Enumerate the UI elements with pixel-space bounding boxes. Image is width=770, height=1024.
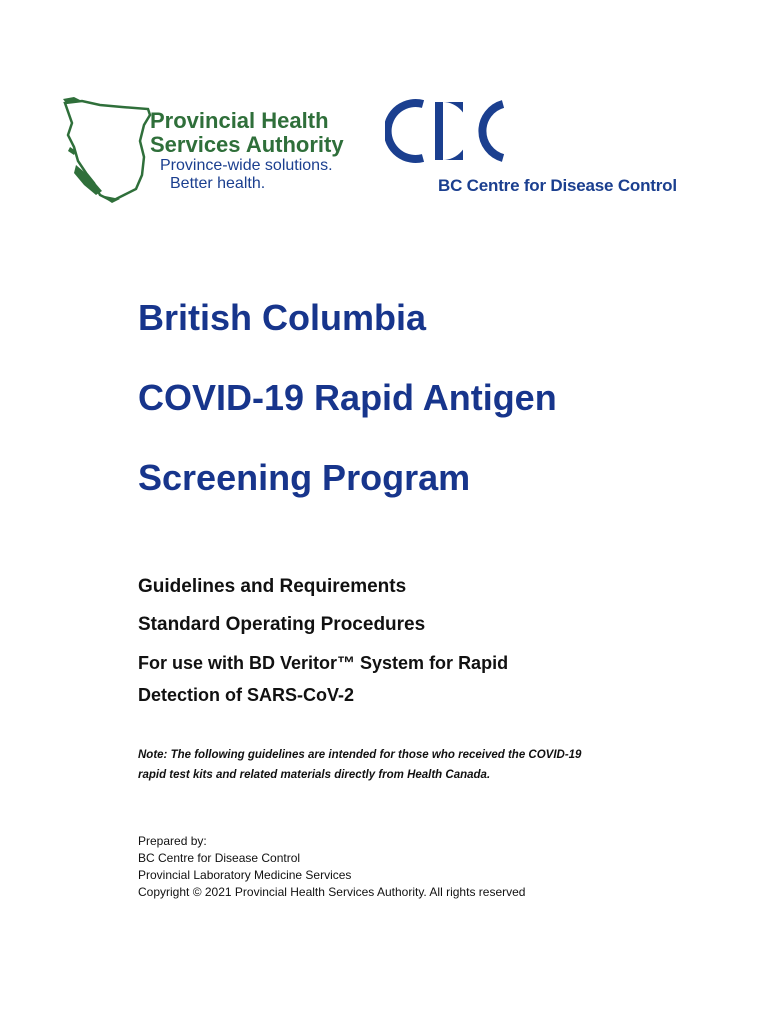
subtitles bbox=[138, 575, 738, 711]
prepared-label: Prepared by: bbox=[138, 834, 207, 848]
pha-tagline-line2: Better health. bbox=[170, 175, 266, 192]
title-line-2: COVID-19 Rapid Antigen bbox=[138, 377, 557, 418]
subtitle-use-line2: Detection of SARS-CoV-2 bbox=[138, 685, 355, 705]
document-title bbox=[138, 298, 738, 538]
pha-name-line1: Provincial Health bbox=[150, 108, 329, 133]
prepared-by bbox=[138, 833, 698, 901]
note-line2: rapid test kits and related materials directly from Health Canada. bbox=[138, 769, 491, 781]
note bbox=[138, 745, 658, 785]
title-line-3: Screening Program bbox=[138, 457, 471, 498]
pha-text bbox=[150, 109, 344, 193]
title-line-1: British Columbia bbox=[138, 297, 427, 338]
prepared-org1: BC Centre for Disease Control bbox=[138, 851, 301, 865]
pha-logo bbox=[60, 95, 380, 205]
subtitle-guidelines: Guidelines and Requirements bbox=[138, 576, 407, 597]
pha-tagline-line1: Province-wide solutions. bbox=[160, 157, 333, 174]
prepared-org2: Provincial Laboratory Medicine Services bbox=[138, 868, 352, 882]
subtitle-use-line1: For use with BD Veritor™ System for Rapid bbox=[138, 653, 509, 673]
cdc-monogram-icon bbox=[385, 96, 510, 166]
bc-map-icon bbox=[60, 95, 155, 205]
logo-row bbox=[0, 0, 770, 230]
copyright: Copyright © 2021 Provincial Health Services Authority. All rights reserved bbox=[138, 885, 526, 899]
bccdc-logo bbox=[385, 96, 705, 206]
subtitle-sop: Standard Operating Procedures bbox=[138, 614, 426, 635]
pha-name-line2: Services Authority bbox=[150, 132, 344, 157]
bccdc-name: BC Centre for Disease Control bbox=[438, 176, 677, 195]
note-line1: Note: The following guidelines are intended for those who received the COVID-19 bbox=[138, 749, 582, 761]
